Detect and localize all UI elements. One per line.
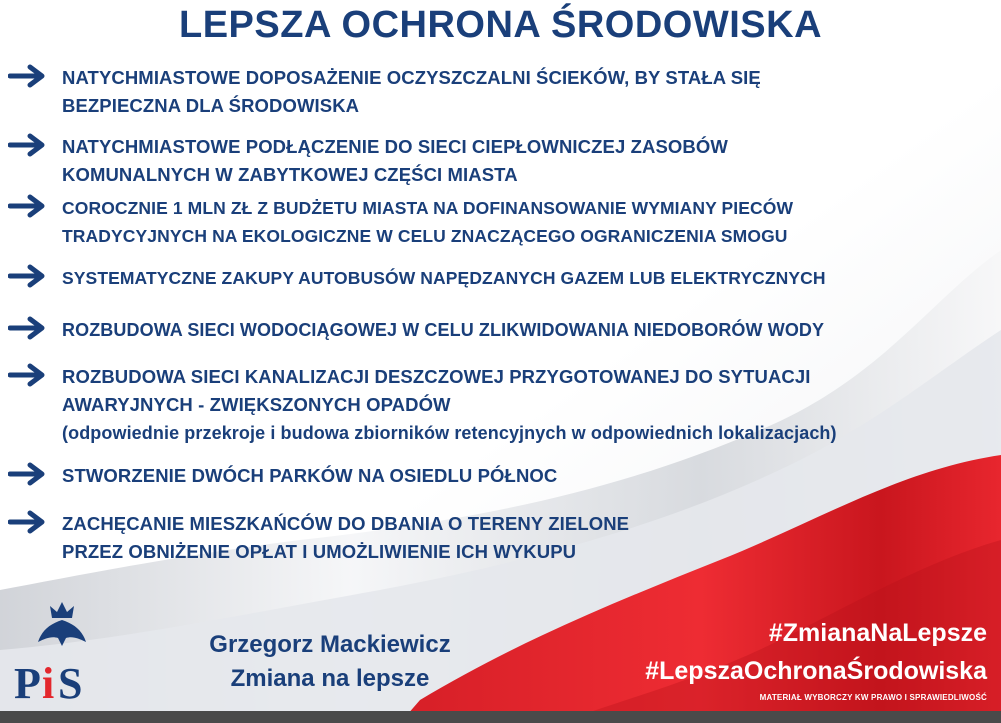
list-item	[8, 133, 728, 189]
svg-text:i: i	[42, 659, 55, 704]
candidate-block	[150, 628, 510, 696]
item-text: ROZBUDOWA SIECI KANALIZACJI DESZCZOWEJ PRZYGOTOWANEJ DO SYTUACJI	[62, 366, 811, 387]
arrow-right-icon	[8, 510, 50, 534]
hashtag: #LepszaOchronaŚrodowiska	[645, 657, 987, 685]
arrow-right-icon	[8, 264, 50, 288]
item-text: NATYCHMIASTOWE PODŁĄCZENIE DO SIECI CIEPŁOWNICZEJ ZASOBÓW	[62, 136, 728, 157]
item-note: (odpowiednie przekroje i budowa zbiorników retencyjnych w odpowiednich lokalizacjach)	[62, 423, 837, 443]
list-item	[8, 194, 793, 250]
pis-logo	[12, 600, 112, 704]
disclaimer: MATERIAŁ WYBORCZY KW PRAWO I SPRAWIEDLIWOŚĆ	[759, 693, 987, 702]
item-text: ZACHĘCANIE MIESZKAŃCÓW DO DBANIA O TERENY ZIELONE	[62, 513, 630, 534]
item-text: NATYCHMIASTOWE DOPOSAŻENIE OCZYSZCZALNI ŚCIEKÓW, BY STAŁA SIĘ	[62, 67, 761, 88]
hashtag-block	[645, 614, 987, 704]
item-text: COROCZNIE 1 MLN ZŁ Z BUDŻETU MIASTA NA DOFINANSOWANIE WYMIANY PIECÓW	[62, 198, 794, 218]
item-text: PRZEZ OBNIŻENIE OPŁAT I UMOŻLIWIENIE ICH WYKUPU	[62, 541, 577, 562]
item-text: TRADYCYJNYCH NA EKOLOGICZNE W CELU ZNACZĄCEGO OGRANICZENIA SMOGU	[62, 226, 788, 246]
list-item	[8, 264, 826, 292]
list-item	[8, 510, 629, 566]
candidate-slogan: Zmiana na lepsze	[230, 665, 430, 692]
item-text: KOMUNALNYCH W ZABYTKOWEJ CZĘŚCI MIASTA	[62, 164, 518, 185]
page-title: LEPSZA OCHRONA ŚRODOWISKA	[178, 4, 823, 46]
arrow-right-icon	[8, 316, 50, 340]
arrow-right-icon	[8, 194, 50, 218]
arrow-right-icon	[8, 64, 50, 88]
list-item	[8, 316, 824, 344]
item-text: SYSTEMATYCZNE ZAKUPY AUTOBUSÓW NAPĘDZANYCH GAZEM LUB ELEKTRYCZNYCH	[62, 268, 826, 288]
item-text: BEZPIECZNA DLA ŚRODOWISKA	[62, 95, 360, 116]
item-text: STWORZENIE DWÓCH PARKÓW NA OSIEDLU PÓŁNOC	[62, 465, 558, 486]
svg-text:P: P	[14, 659, 41, 704]
eagle-crown-icon	[38, 602, 86, 646]
hashtag: #ZmianaNaLepsze	[768, 619, 987, 647]
arrow-right-icon	[8, 462, 50, 486]
arrow-right-icon	[8, 133, 50, 157]
candidate-name: Grzegorz Mackiewicz	[209, 631, 451, 658]
list-item	[8, 462, 557, 490]
list-item	[8, 64, 761, 120]
item-text: AWARYJNYCH - ZWIĘKSZONYCH OPADÓW	[62, 394, 451, 415]
svg-text:S: S	[58, 659, 83, 704]
bottom-border	[0, 711, 1001, 723]
list-item	[8, 363, 837, 447]
arrow-right-icon	[8, 363, 50, 387]
item-text: ROZBUDOWA SIECI WODOCIĄGOWEJ W CELU ZLIKWIDOWANIA NIEDOBORÓW WODY	[62, 320, 825, 340]
